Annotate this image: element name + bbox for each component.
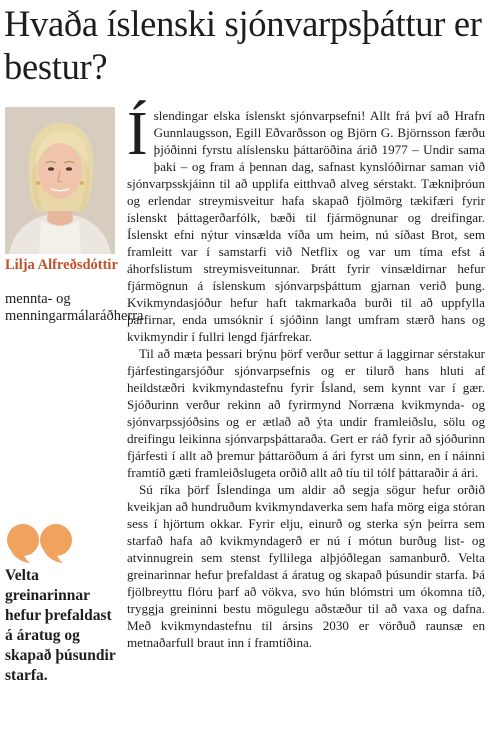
body-paragraph [127, 100, 485, 345]
author-title: mennta- og menningarmálaráðherra [5, 291, 144, 324]
paragraph-text: slendingar elska íslenskt sjónvarpsefni! Allt frá því að Hrafn Gunnlaugsson, Egill Eðvarðsson og Björn G. Björnsson færðu þjóðinni fyrstu alíslensku þáttaröðina árið 1977 – Undir sama þaki – og fram á þennan dag, safnast kynslóðirnar saman við sjónvarpsskjáinn til að upplifa eitthvað alveg sérstakt. Tækniþróun og erlendar streymisveitur hafa skapað fjölmörg tækifæri fyrir íslenskt þáttagerðarfólk, bæði til fjármögnunar og dreifingar. Íslenskt efni nýtur vinsælda víða um heim, nú síðast Brot, sem framleitt var í samstarfi við Netflix og var um tíma efst á áhorfslistum streymisveitunnar. Þrátt fyrir vinsældirnar hefur fjármögnun á íslenskum sjónvarpsþáttum gjarnan verið þung. Kvikmyndasjóður hefur haft takmarkaða burði til að uppfylla þarfirnar, enda umsóknir í sjóðinn langt umfram stærð hans og kvikmyndir í fullri lengd fjárfrekar. [127, 108, 485, 344]
drop-cap: Í [127, 100, 148, 168]
article-headline: Hvaða íslenski sjónvarpsþáttur er bestur? [4, 3, 482, 87]
author-name: Lilja Alfreðsdóttir [5, 257, 118, 273]
body-paragraph: Til að mæta þessari brýnu þörf verður settur á laggirnar sérstakur fjárfestingarsjóður sjónvarpsefnis og er tilurð hans hluti af heildstæðri kvikmyndastefnu fyrir Ísland, sem kynnt var í gær. Sjóðurinn verður rekinn að fyrirmynd Norræna kvikmynda- og sjónvarpssjóðsins og er ætlað að ýta undir framleiðslu, sölu og dreifingu leikinna sjónvarpsþáttaraða. Gert er ráð fyrir að sjóðurinn fjárfesti í allt að þremur þáttaröðum á ári fyrst um sinn, en í náinni framtíð gæti framleiðslugeta orðið allt að tíu til tólf þáttaraðir á ári. [127, 346, 485, 480]
body-paragraph: Sú ríka þörf Íslendinga um aldir að segja sögur hefur orðið kveikjan að hundruðum kvikmyndaverka sem hafa mörg eiga stóran sess í hjörtum okkar. Fyrir elju, einurð og sterka sýn þeirra sem starfað hafa að kvikmyndagerð er nú í mótun burðug list- og atvinnugrein sem stenst fyllilega alþjóðlegan samanburð. Velta greinarinnar hefur þrefaldast á áratug og skapað þúsundir starfa. Þá fjölbreyttu flóru þarf að vökva, svo hún blómstri um ókomna tíð, tryggja greininni bestu mögulegu aðstæður til að vaxa og dafna. Með kvikmyndastefnu til ársins 2030 er vörðuð raunsæ en metnaðarfull braut inn í framtíðina. [127, 482, 485, 650]
quote-mark-icon [6, 520, 76, 564]
author-portrait [5, 107, 115, 254]
pull-quote: Velta greinarinnar hefur þrefaldast á áratug og skapað þúsundir starfa. [5, 567, 116, 684]
article-body [127, 100, 485, 651]
